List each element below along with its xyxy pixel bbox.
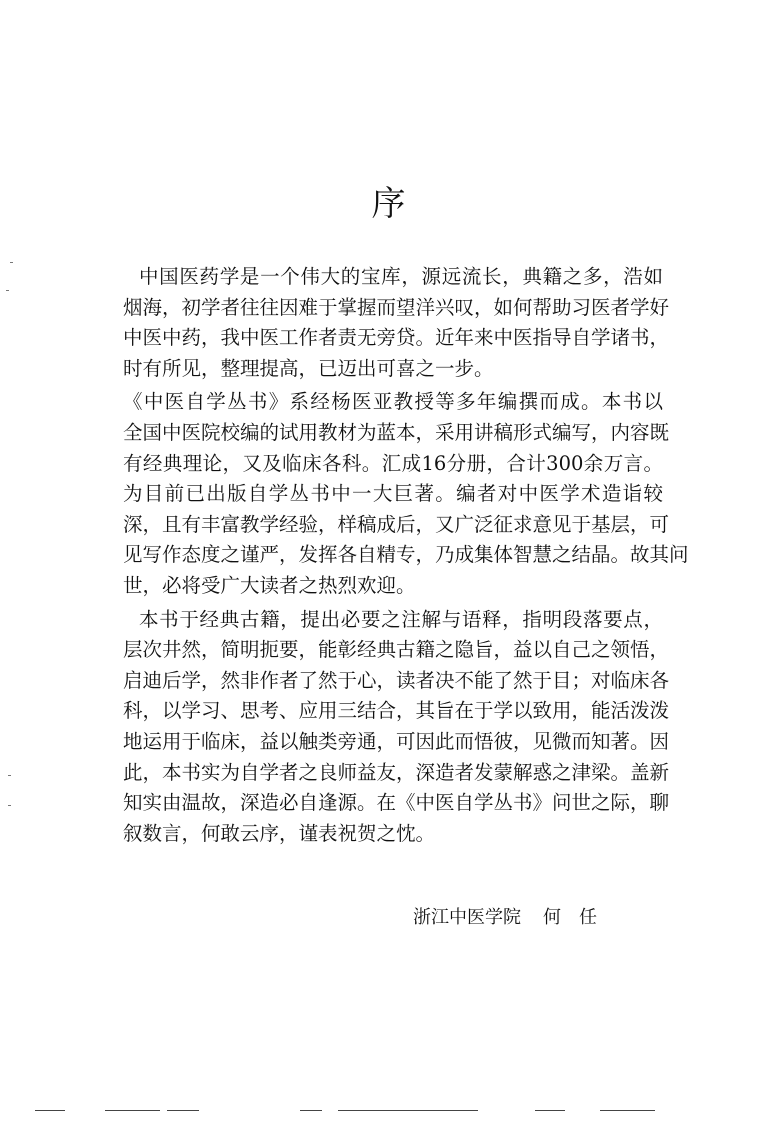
text-line: 为目前已出版自学丛书中一大巨著。编者对中医学术造诣较 (123, 482, 663, 506)
text-line: 此，本书实为自学者之良师益友，深造者发蒙解惑之津梁。盖新 (123, 760, 670, 784)
text-line: 地运用于临床，益以触类旁通，可因此而悟彼，见微而知著。因 (123, 729, 670, 753)
paragraph-2 (123, 387, 689, 601)
scan-artifact (8, 805, 11, 806)
scan-artifact (535, 1110, 565, 1111)
scan-artifact (338, 1110, 478, 1111)
scan-artifact (6, 290, 9, 291)
scan-artifact (167, 1110, 199, 1111)
text-line: 有经典理论，又及临床各科。汇成16分册，合计300余万言。 (123, 451, 663, 475)
text-line: 知实由温故，深造必自逢源。在《中医自学丛书》问世之际，聊 (123, 791, 670, 815)
scan-artifact (105, 1110, 160, 1111)
text-line: 科，以学习、思考、应用三结合，其旨在于学以致用，能活泼泼 (123, 699, 670, 723)
text-line: 叙数言，何敢云序，谨表祝贺之忱。 (123, 821, 436, 845)
text-line: 启迪后学，然非作者了然于心，读者决不能了然于目；对临床各 (123, 668, 670, 692)
preface-body (123, 262, 689, 849)
text-line: 见写作态度之谨严，发挥各自精专，乃成集体智慧之结晶。故其问 (123, 543, 689, 567)
page-title: 序 (371, 184, 406, 224)
text-line: 深，且有丰富教学经验，样稿成后，又广泛征求意见于基层，可 (123, 512, 670, 536)
text-line: 本书于经典古籍，提出必要之注解与语释，指明段落要点， (139, 607, 663, 631)
text-line: 层次井然，简明扼要，能彰经典古籍之隐旨，益以自己之领悟， (123, 638, 670, 662)
text-line: 世，必将受广大读者之热烈欢迎。 (123, 573, 416, 597)
scan-artifact (8, 775, 11, 776)
scan-artifact (600, 1110, 655, 1111)
text-line: 烟海，初学者往往因难于掌握而望洋兴叹，如何帮助习医者学好 (123, 295, 670, 319)
scan-artifact (300, 1110, 322, 1111)
text-line: 中国医药学是一个伟大的宝库，源远流长，典籍之多，浩如 (139, 265, 663, 288)
text-line: 《中医自学丛书》系经杨医亚教授等多年编撰而成。本书以 (123, 390, 663, 414)
signature-surname: 何 (543, 907, 561, 928)
text-line: 中医中药，我中医工作者责无旁贷。近年来中医指导自学诸书， (123, 326, 670, 350)
signature-given-name: 任 (579, 907, 597, 928)
scan-artifact (35, 1110, 65, 1111)
paragraph-1 (123, 262, 670, 384)
text-line: 全国中医院校编的试用教材为蓝本，采用讲稿形式编写，内容既 (123, 420, 670, 444)
text-line: 时有所见，整理提高，已迈出可喜之一步。 (123, 356, 494, 380)
signature (413, 903, 597, 933)
paragraph-3 (123, 605, 670, 850)
scan-artifact (10, 262, 13, 263)
signature-institution: 浙江中医学院 (413, 907, 521, 928)
